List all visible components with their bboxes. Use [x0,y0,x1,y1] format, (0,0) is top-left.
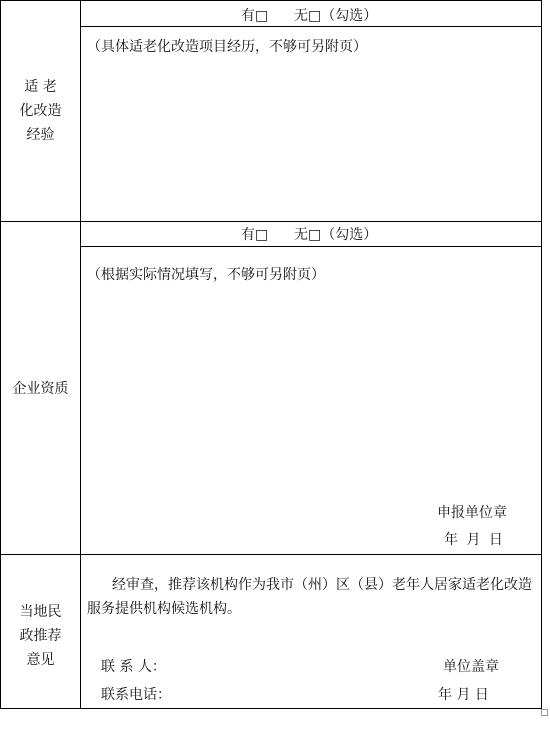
section1-label-line: 适 老 [24,79,57,95]
section2-label: 企业资质 [12,381,69,397]
choice-no-1[interactable]: 无□（勾选） [294,8,378,24]
applicant-seal-label: 申报单位章 [437,505,507,521]
applicant-date-label: 年 月 日 [444,532,505,548]
section3-label-line: 意见 [26,652,55,668]
section1-label-line: 经验 [26,127,55,143]
section1-label-line: 化改造 [19,103,62,119]
choice-no-2[interactable]: 无□（勾选） [294,227,378,243]
contact-phone-label: 联系电话： [101,687,171,703]
label-column-divider [80,1,81,708]
section1-label [1,75,80,147]
section3-label-line: 政推荐 [19,628,62,644]
unit-date-label: 年 月 日 [438,687,489,703]
section1-note: （具体适老化改造项目经历，不够可另附页） [87,39,367,55]
review-opinion-line-1: 经审查，推荐该机构作为我市（州）区（县）老年人居家适老化改造 [112,577,532,593]
section3-label-line: 当地民 [19,604,62,620]
section2-note: （根据实际情况填写，不够可另附页） [87,267,325,283]
section-divider-2 [1,554,541,555]
section3-label [1,600,80,672]
choice-yes-1[interactable]: 有□ [241,8,269,24]
choice-yes-2[interactable]: 有□ [241,227,269,243]
review-opinion-line-2: 服务提供机构候选机构。 [87,601,241,617]
choice-row-divider-1 [81,26,541,27]
section-divider-1 [1,221,541,222]
choice-row-divider-2 [81,246,541,247]
unit-seal-label: 单位盖章 [443,659,499,675]
contact-person-label: 联 系 人： [101,659,166,675]
text-boundary-marker [541,709,548,716]
